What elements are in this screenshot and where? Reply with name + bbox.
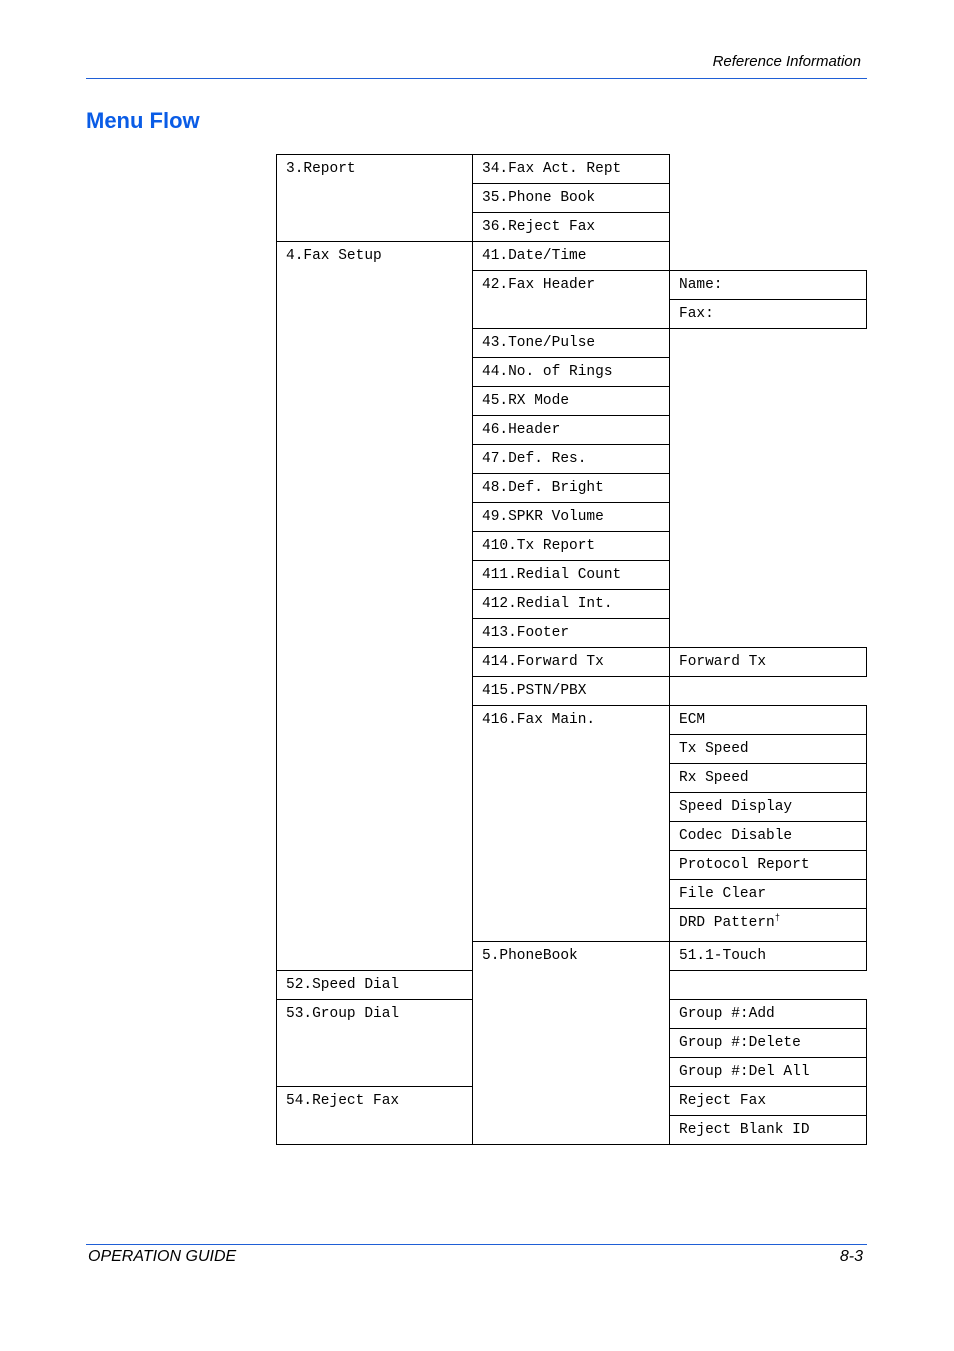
submenu-item-label: DRD Pattern — [679, 915, 775, 931]
submenu-item: Fax: — [670, 300, 867, 329]
menu-fax-setup: 4.Fax Setup — [277, 242, 473, 971]
menu-item: 415.PSTN/PBX — [473, 677, 670, 706]
menu-item: 53.Group Dial — [277, 1000, 473, 1087]
submenu-item: Tx Speed — [670, 735, 867, 764]
menu-item: 414.Forward Tx — [473, 648, 670, 677]
footer-guide-title: OPERATION GUIDE — [88, 1248, 237, 1265]
menu-item: 46.Header — [473, 416, 670, 445]
menu-item: 413.Footer — [473, 619, 670, 648]
submenu-item: Name: — [670, 271, 867, 300]
menu-item: 41.Date/Time — [473, 242, 670, 271]
table-row — [277, 155, 877, 184]
menu-report: 3.Report — [277, 155, 473, 242]
submenu-item: File Clear — [670, 880, 867, 909]
table-row — [277, 242, 877, 271]
submenu-item: ECM — [670, 706, 867, 735]
menu-item: 48.Def. Bright — [473, 474, 670, 503]
submenu-item: Forward Tx — [670, 648, 867, 677]
menu-item: 42.Fax Header — [473, 271, 670, 329]
menu-item: 416.Fax Main. — [473, 706, 670, 942]
footnote-mark: † — [774, 913, 781, 924]
menu-item: 411.Redial Count — [473, 561, 670, 590]
submenu-item: Group #:Del All — [670, 1058, 867, 1087]
menu-flow-table — [276, 154, 877, 1145]
submenu-item: Group #:Add — [670, 1000, 867, 1029]
menu-item: 51.1-Touch — [670, 942, 867, 971]
menu-item: 45.RX Mode — [473, 387, 670, 416]
menu-item: 34.Fax Act. Rept — [473, 155, 670, 184]
submenu-item: Protocol Report — [670, 851, 867, 880]
submenu-item: Reject Blank ID — [670, 1116, 867, 1145]
menu-phonebook: 5.PhoneBook — [473, 942, 670, 1145]
menu-item: 47.Def. Res. — [473, 445, 670, 474]
menu-item: 54.Reject Fax — [277, 1087, 473, 1145]
submenu-item: Reject Fax — [670, 1087, 867, 1116]
menu-item: 43.Tone/Pulse — [473, 329, 670, 358]
menu-item: 44.No. of Rings — [473, 358, 670, 387]
menu-item: 410.Tx Report — [473, 532, 670, 561]
menu-item: 52.Speed Dial — [277, 971, 473, 1000]
header-rule — [86, 78, 867, 79]
page-number: 8-3 — [839, 1248, 863, 1265]
menu-item: 35.Phone Book — [473, 184, 670, 213]
menu-item: 49.SPKR Volume — [473, 503, 670, 532]
menu-item: 412.Redial Int. — [473, 590, 670, 619]
submenu-item: Speed Display — [670, 793, 867, 822]
submenu-item-drd-pattern — [670, 909, 867, 942]
footer-rule — [86, 1244, 867, 1245]
page-title: Menu Flow — [86, 108, 200, 133]
submenu-item: Rx Speed — [670, 764, 867, 793]
running-header: Reference Information — [712, 53, 861, 70]
submenu-item: Codec Disable — [670, 822, 867, 851]
submenu-item: Group #:Delete — [670, 1029, 867, 1058]
menu-item: 36.Reject Fax — [473, 213, 670, 242]
